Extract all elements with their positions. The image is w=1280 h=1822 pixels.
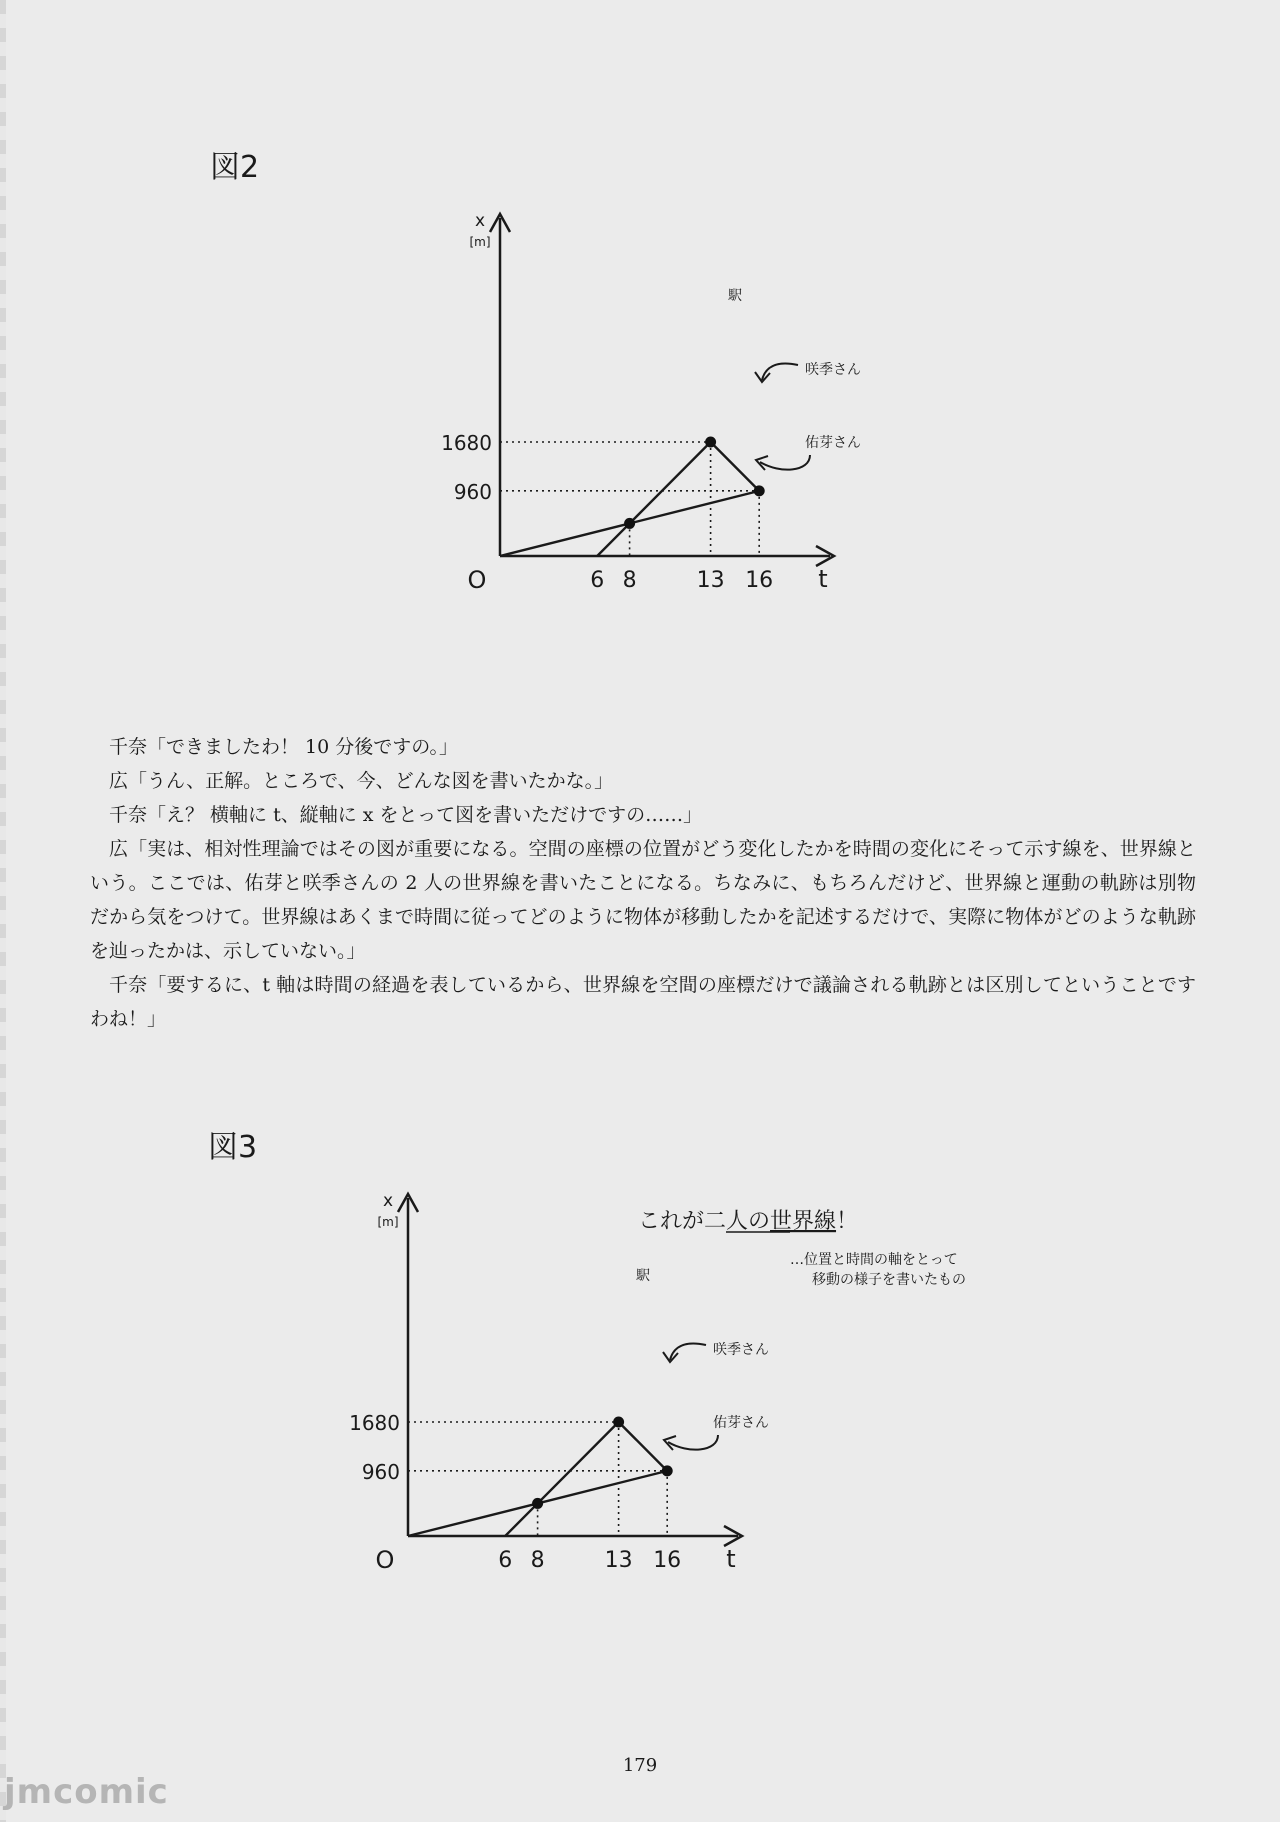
watermark-logo: jmcomic <box>4 1772 169 1812</box>
y-tick-label: 1680 <box>349 1410 400 1435</box>
saki-label: 咲季さん <box>713 1342 769 1358</box>
y-axis-unit-label: [m] <box>377 1215 399 1229</box>
saki-pointer-arrow <box>670 1343 706 1360</box>
saki-pointer-arrow <box>762 363 798 380</box>
figure-3-label: 図3 <box>208 1130 258 1165</box>
y-tick-label: 1680 <box>441 430 492 455</box>
y-axis-var-label: x <box>474 211 486 231</box>
meeting-point-dot <box>624 518 635 529</box>
yume-label: 佑芽さん <box>713 1415 769 1431</box>
y-axis-unit-label: [m] <box>469 235 491 249</box>
figure-2-label: 図2 <box>210 150 260 185</box>
dialogue-line: 千奈「要するに、t 軸は時間の経過を表しているから、世界線を空間の座標だけで議論される軌跡とは区別してということですわね！」 <box>90 974 1196 1030</box>
figure-3-world-line-chart <box>328 1180 1008 1580</box>
page-number: 179 <box>622 1755 658 1776</box>
dialogue-line: 千奈「え？ 横軸に t、縦軸に x をとって図を書いただけですの……」 <box>109 804 703 826</box>
note-emphasis: 世界線 <box>770 1209 837 1234</box>
meeting-point-dot <box>532 1498 543 1509</box>
note-sub-1: …位置と時間の軸をとって <box>790 1252 958 1268</box>
saki-label: 咲季さん <box>805 362 861 378</box>
y-tick-label: 960 <box>453 479 492 504</box>
x-axis-var-label: t <box>818 565 828 593</box>
note-suffix: ！ <box>836 1209 859 1234</box>
note-sub-2: 移動の様子を書いたもの <box>812 1272 966 1288</box>
x-tick-label: 13 <box>696 568 725 593</box>
origin-label: O <box>375 1546 395 1574</box>
dialogue-body <box>90 730 1196 1036</box>
x-tick-label: 8 <box>622 568 637 593</box>
dialogue-line: 千奈「できましたわ！ 10 分後ですの。」 <box>109 736 458 758</box>
station-point-dot <box>613 1416 624 1427</box>
station-label: 駅 <box>636 1268 650 1284</box>
yume-label: 佑芽さん <box>805 435 861 451</box>
x-tick-label: 6 <box>498 1548 513 1573</box>
endpoint-dot <box>662 1465 673 1476</box>
x-tick-label: 6 <box>590 568 605 593</box>
dialogue-line: 広「うん、正解。ところで、今、どんな図を書いたかな。」 <box>109 770 614 792</box>
dialogue-line: 広「実は、相対性理論ではその図が重要になる。空間の座標の位置がどう変化したかを時間の変化にそって示す線を、世界線という。ここでは、佑芽と咲季さんの 2 人の世界線を書いたことになる。ちなみに、もちろんだけど、世界線と運動の軌跡は別物だから気をつけて。世界線はあくまで時間に従ってどのように物体が移動したかを記述するだけで、実際に物体がどのような軌跡を辿ったかは、示していない。」 <box>90 838 1196 962</box>
world-line-note-title <box>638 1209 858 1234</box>
x-axis-var-label: t <box>726 1545 736 1573</box>
saki-world-line <box>597 442 759 556</box>
y-tick-label: 960 <box>361 1459 400 1484</box>
page-binding-edge <box>0 0 6 1822</box>
x-tick-label: 16 <box>745 568 774 593</box>
note-prefix: これが二人の <box>638 1209 771 1234</box>
x-tick-label: 8 <box>530 1548 545 1573</box>
saki-world-line <box>505 1422 667 1536</box>
endpoint-dot <box>754 485 765 496</box>
station-point-dot <box>705 436 716 447</box>
x-tick-label: 13 <box>604 1548 633 1573</box>
origin-label: O <box>467 566 487 594</box>
x-tick-label: 16 <box>653 1548 682 1573</box>
station-label: 駅 <box>728 288 742 304</box>
figure-2-world-line-chart <box>420 200 861 600</box>
y-axis-var-label: x <box>382 1191 394 1211</box>
